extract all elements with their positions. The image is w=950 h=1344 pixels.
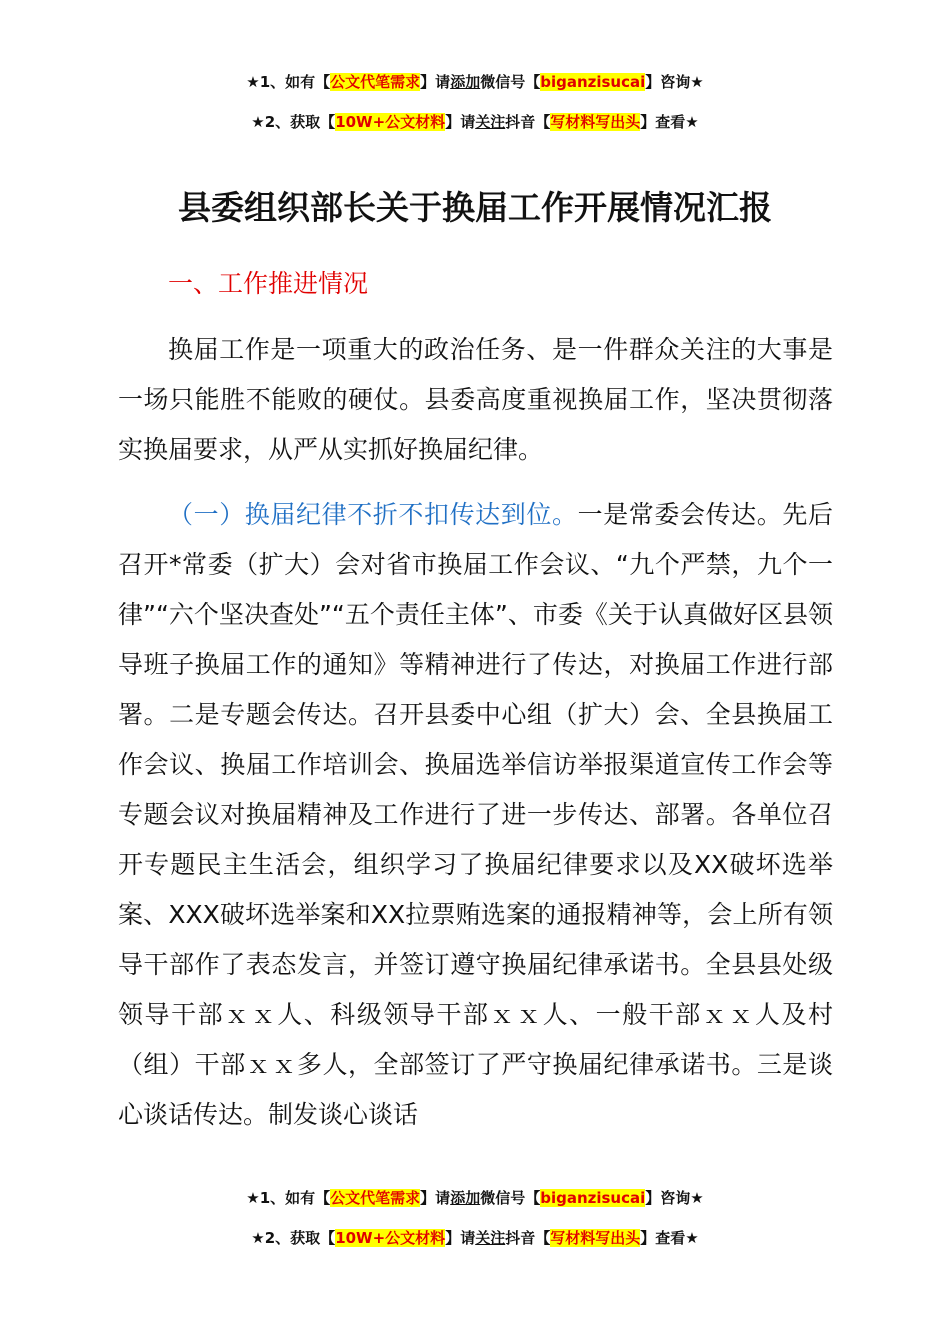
paragraph-discipline-body: 一是常委会传达。先后召开*常委（扩大）会对省市换届工作会议、“九个严禁，九个一律”“六个坚决查处”“五个责任主体”、市委《关于认真做好区县领导班子换届工作的通知》等精神进行了传达，对换届工作进行部署。二是专题会传达。召开县委中心组（扩大）会、全县换届工作会议、换届工作培训会、换届选举信访举报渠道宣传工作会等专题会议对换届精神及工作进行了进一步传达、部署。各单位召开专题民主生活会，组织学习了换届纪律要求以及XX破坏选举案、XXX破坏选举案和XX拉票贿选案的通报精神等，会上所有领导干部作了表态发言，并签订遵守换届纪律承诺书。全县县处级领导干部ｘｘ人、科级领导干部ｘｘ人、一般干部ｘｘ人及村（组）干部ｘｘ多人，全部签订了严守换届纪律承诺书。三是谈心谈话传达。制发谈心谈话 <box>118 500 833 1129</box>
document-title: 县委组织部长关于换届工作开展情况汇报 <box>178 188 772 227</box>
promo-text: 】查看★ <box>640 1229 699 1247</box>
promo-underlined: 关注 <box>475 113 506 131</box>
promo-text: 微信号【 <box>480 1189 541 1207</box>
paragraph-intro: 换届工作是一项重大的政治任务、是一件群众关注的大事是一场只能胜不能败的硬仗。县委高度重视换届工作，坚决贯彻落实换届要求，从严从实抓好换届纪律。 <box>118 335 833 464</box>
promo-highlight: biganzisucai <box>540 1189 646 1207</box>
promo-line-1-top <box>0 70 950 94</box>
promo-text: 】请 <box>420 73 451 91</box>
section-heading: 一、工作推进情况 <box>168 269 369 298</box>
promo-text: 】请 <box>445 1229 476 1247</box>
promo-highlight: 公文代笔需求 <box>330 73 421 91</box>
promo-text: ★1、如有【 <box>246 73 331 91</box>
promo-text: 微信号【 <box>480 73 541 91</box>
promo-text: 】请 <box>445 113 476 131</box>
promo-text: ★2、获取【 <box>251 113 336 131</box>
promo-underlined: 添加 <box>450 73 481 91</box>
subheading-discipline: （一）换届纪律不折不扣传达到位。 <box>168 500 578 529</box>
promo-text: 】请 <box>420 1189 451 1207</box>
promo-line-2-bottom <box>0 1226 950 1250</box>
promo-highlight: 10W+公文材料 <box>335 1229 446 1247</box>
promo-text: 】咨询★ <box>645 73 704 91</box>
promo-text: 】咨询★ <box>645 1189 704 1207</box>
promo-line-2-top <box>0 110 950 134</box>
promo-underlined: 添加 <box>450 1189 481 1207</box>
promo-highlight: biganzisucai <box>540 73 646 91</box>
promo-text: ★1、如有【 <box>246 1189 331 1207</box>
promo-highlight: 写材料写出头 <box>550 1229 641 1247</box>
paragraph-discipline <box>118 490 833 1140</box>
promo-text: 抖音【 <box>505 113 551 131</box>
promo-text: 】查看★ <box>640 113 699 131</box>
promo-highlight: 公文代笔需求 <box>330 1189 421 1207</box>
promo-text: ★2、获取【 <box>251 1229 336 1247</box>
promo-underlined: 关注 <box>475 1229 506 1247</box>
promo-highlight: 写材料写出头 <box>550 113 641 131</box>
promo-highlight: 10W+公文材料 <box>335 113 446 131</box>
promo-text: 抖音【 <box>505 1229 551 1247</box>
promo-line-1-bottom <box>0 1186 950 1210</box>
